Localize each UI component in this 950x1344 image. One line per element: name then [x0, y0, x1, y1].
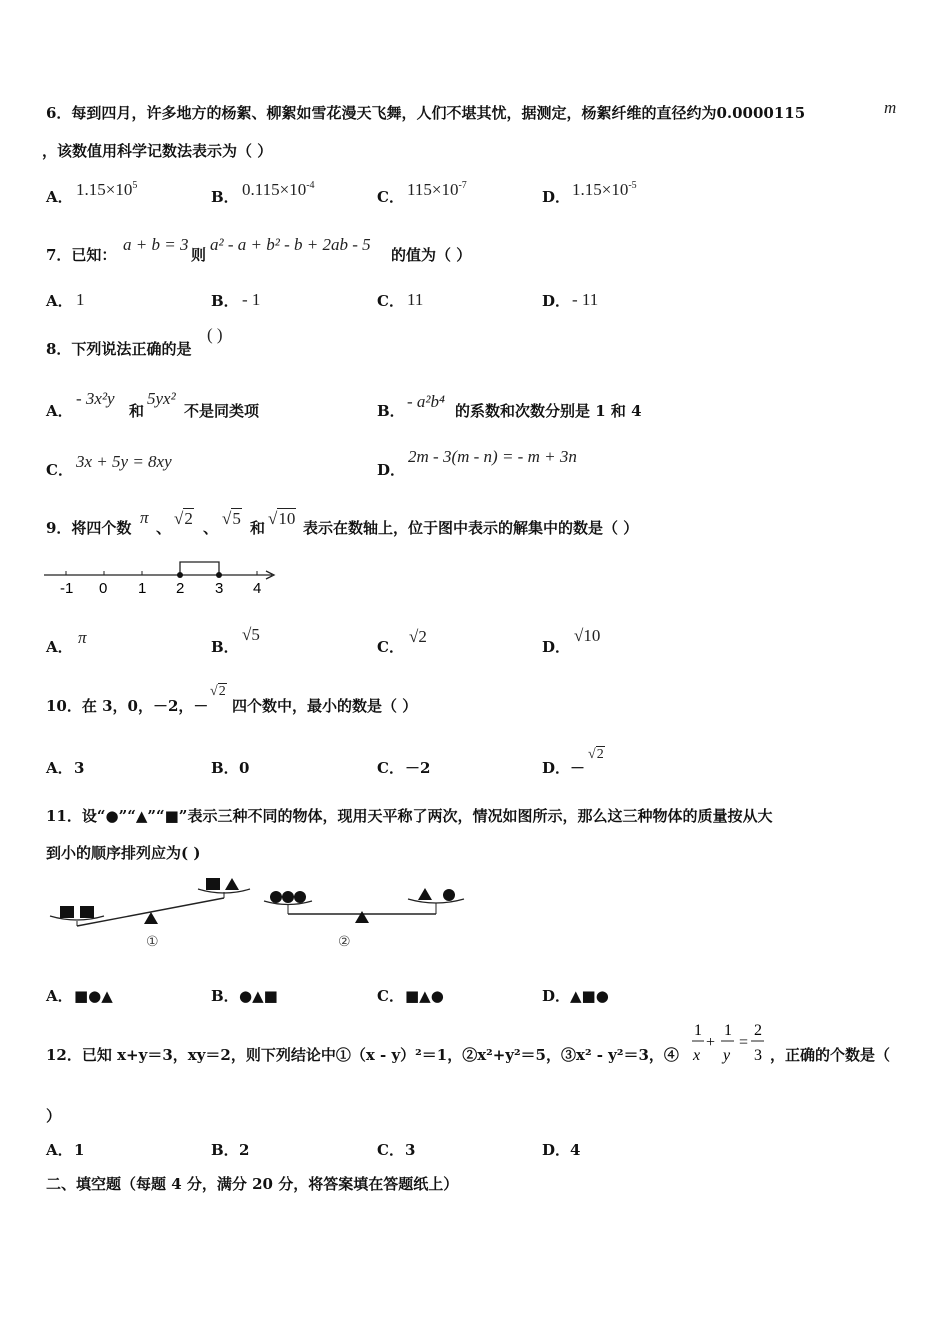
q7-option-d: - 11 [572, 290, 599, 309]
q6-stem-cont: ，该数值用科学记数法表示为（ ） [42, 142, 273, 160]
q8-label-b: B． [377, 402, 405, 420]
q11-balance-figure-2 [262, 874, 467, 954]
q8-c-expression: 3x + 5y = 8xy [76, 452, 172, 471]
q12-label-a: A． [46, 1141, 73, 1159]
q6-label-c: C． [377, 188, 404, 206]
q7-label-b: B． [211, 292, 239, 310]
q10-option-d-sqrt2: √2 [588, 747, 604, 762]
frac3-num: 2 [754, 1022, 762, 1039]
q12-fraction-equation [690, 1018, 770, 1068]
q10-label-a: A． [46, 759, 73, 777]
q7-option-a: 1 [76, 290, 85, 309]
endpoint-2 [177, 572, 183, 578]
q6-option-c: $115\times 10^{-7}$ [407, 180, 467, 199]
q9-prefix: 9．将四个数 [46, 519, 132, 537]
q7-prefix: 7．已知： [46, 246, 117, 264]
q9-option-d: √10 [574, 626, 601, 645]
triangle-right [418, 888, 432, 900]
pan-right [408, 899, 464, 903]
q11-option-c: ■▲● [405, 987, 444, 1005]
q6-option-a: $1.15\times 10^5$ [76, 180, 138, 199]
q11-stem-line2: 到小的顺序排列应为( ) [46, 844, 201, 862]
square-left-1 [60, 906, 74, 918]
q6-label-b: B． [211, 188, 239, 206]
endpoint-3 [216, 572, 222, 578]
q11-option-b: ●▲■ [239, 987, 278, 1005]
q9-suffix: 表示在数轴上，位于图中表示的解集中的数是（ ） [303, 519, 639, 537]
equals-sign: = [739, 1034, 749, 1051]
circle-left-3 [294, 891, 306, 903]
tick-label-2: 2 [176, 580, 185, 597]
q7-mid: 则 [191, 246, 207, 264]
fulcrum [144, 912, 158, 924]
q11-stem-line1: 11．设“●”“▲”“■”表示三种不同的物体，现用天平称了两次，情况如图所示，那么这三种物体的质量按从大 [46, 807, 773, 825]
q6-unit: m [884, 98, 897, 117]
fulcrum [355, 911, 369, 923]
circle-right [443, 889, 455, 901]
q9-and: 和 [250, 519, 266, 537]
q11-label-b: B． [211, 987, 239, 1005]
tick-label-0: 0 [99, 580, 108, 597]
q9-sep1: 、 [156, 519, 172, 537]
frac1-den: x [693, 1047, 701, 1064]
q11-option-d: ▲■● [570, 987, 609, 1005]
q12-stem: 12．已知 x+y＝3，xy＝2，则下列结论中①（x - y）²＝1，②x²+y²＝5，③x² - y²＝3，④ [46, 1046, 679, 1064]
q7-condition: a + b = 3 [123, 235, 189, 254]
square-left-2 [80, 906, 94, 918]
q6-label-a: A． [46, 188, 73, 206]
figure-label-2: ② [338, 934, 351, 950]
q10-option-c: －2 [405, 759, 431, 777]
q11-label-d: D． [542, 987, 571, 1005]
q7-expression: a² - a + b² - b + 2ab - 5 [210, 235, 371, 254]
pan-left [50, 916, 104, 920]
q12-label-c: C． [377, 1141, 404, 1159]
q9-number-line [40, 558, 290, 600]
frac1-num: 1 [694, 1022, 702, 1039]
q12-close-paren: ） [46, 1107, 62, 1125]
tick-label-4: 4 [253, 580, 262, 597]
q10-option-b: 0 [239, 759, 250, 777]
q9-pi: π [140, 508, 149, 527]
q8-label-a: A． [46, 402, 73, 420]
frac2-num: 1 [724, 1022, 732, 1039]
q9-label-a: A． [46, 638, 73, 656]
tick-label-3: 3 [215, 580, 224, 597]
q11-label-a: A． [46, 987, 73, 1005]
q6-stem: 6．每到四月，许多地方的杨絮、柳絮如雪花漫天飞舞，人们不堪其忧，据测定，杨絮纤维的直径约为0.0000115 [46, 104, 806, 122]
q9-label-c: C． [377, 638, 404, 656]
q9-option-a: π [78, 628, 87, 647]
q10-label-c: C． [377, 759, 404, 777]
q9-label-d: D． [542, 638, 571, 656]
q9-sep2: 、 [203, 519, 219, 537]
tick-label-1: 1 [138, 580, 147, 597]
q10-option-d: － [570, 759, 586, 777]
q9-sqrt5: √5 [222, 509, 241, 528]
frac2-den: y [723, 1047, 731, 1064]
q9-label-b: B． [211, 638, 239, 656]
q7-option-c: 11 [407, 290, 424, 309]
q9-option-c: √2 [409, 627, 427, 646]
q11-option-a: ■●▲ [74, 987, 113, 1005]
q10-label-b: B． [211, 759, 239, 777]
tick-label-neg1: -1 [60, 580, 74, 597]
q8-stem: 8．下列说法正确的是 [46, 340, 192, 358]
q6-option-d: $1.15\times 10^{-5}$ [572, 180, 637, 199]
pan-right [198, 889, 250, 893]
figure-label-1: ① [146, 934, 159, 950]
q8-label-d: D． [377, 461, 406, 479]
q10-sqrt2: √2 [210, 684, 226, 699]
solution-bracket [180, 562, 219, 575]
q10-prefix: 10．在 3，0，－2，－ [46, 697, 209, 715]
q6-label-d: D． [542, 188, 571, 206]
q8-a-term1: - 3x²y [76, 389, 115, 408]
q8-label-c: C． [46, 461, 73, 479]
circle-left-2 [282, 891, 294, 903]
q11-balance-figure-1 [48, 874, 253, 954]
q9-sqrt10: √10 [268, 509, 296, 528]
square-right [206, 878, 220, 890]
q12-option-b: 2 [239, 1141, 250, 1159]
q11-label-c: C． [377, 987, 404, 1005]
q7-option-b: - 1 [242, 290, 261, 309]
q7-suffix: 的值为（ ） [391, 246, 472, 264]
q8-paren: ( ) [207, 325, 223, 344]
q12-tail: ，正确的个数是（ [770, 1046, 891, 1064]
q10-suffix: 四个数中，最小的数是（ ） [232, 697, 418, 715]
circle-left-1 [270, 891, 282, 903]
q8-b-term: - a²b⁴ [407, 392, 445, 411]
q12-option-c: 3 [405, 1141, 416, 1159]
q12-label-d: D． [542, 1141, 571, 1159]
section-2-heading: 二、填空题（每题 4 分，满分 20 分，将答案填在答题纸上） [46, 1175, 459, 1193]
q8-b-tail: 的系数和次数分别是 1 和 4 [455, 402, 642, 420]
q12-option-a: 1 [74, 1141, 85, 1159]
q7-label-a: A． [46, 292, 73, 310]
q8-a-and: 和 [129, 402, 145, 420]
q10-label-d: D． [542, 759, 571, 777]
q6-option-b: $0.115\times 10^{-4}$ [242, 180, 315, 199]
q12-label-b: B． [211, 1141, 239, 1159]
q9-option-b: √5 [242, 625, 260, 644]
q12-option-d: 4 [570, 1141, 581, 1159]
triangle-right [225, 878, 239, 890]
q7-label-c: C． [377, 292, 404, 310]
q8-a-tail: 不是同类项 [184, 402, 260, 420]
q8-d-expression: 2m - 3(m - n) = - m + 3n [408, 447, 577, 466]
q7-label-d: D． [542, 292, 571, 310]
frac3-den: 3 [754, 1047, 762, 1064]
q9-sqrt2: √2 [174, 509, 193, 528]
q8-a-term2: 5yx² [147, 389, 176, 408]
plus-sign: + [706, 1034, 716, 1051]
q10-option-a: 3 [74, 759, 85, 777]
